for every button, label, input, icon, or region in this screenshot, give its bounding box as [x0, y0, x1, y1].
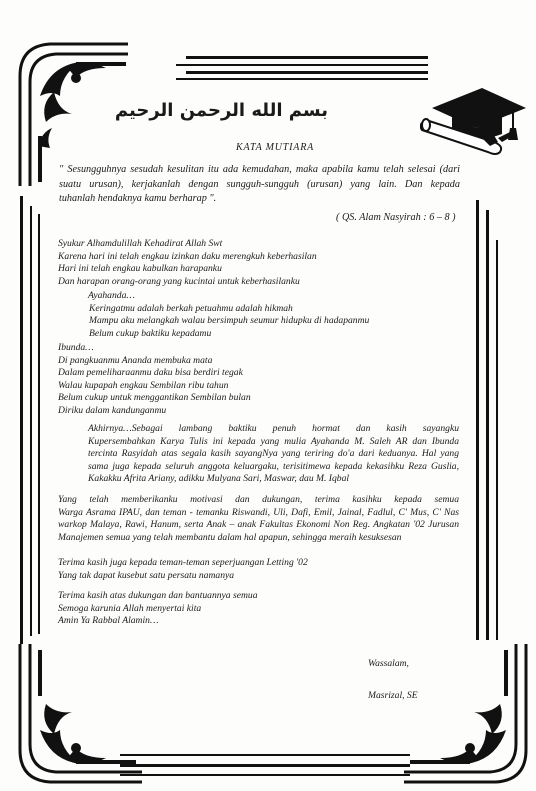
stanza-line: Belum cukup untuk menggantikan Sembilan bulan — [58, 392, 251, 404]
paragraph-line: Yang tak dapat kusebut satu persatu namanya — [58, 569, 235, 581]
page-title: KATA MUTIARA — [236, 142, 315, 153]
stanza-line: Dalam pemeliharaanmu daku bisa berdiri tegak — [58, 367, 243, 379]
stanza-ibunda — [58, 342, 251, 418]
stanza-line: Belum cukup baktiku kepadamu — [89, 327, 212, 339]
paragraph-line: Terima kasih juga kepada teman-teman seperjuangan Letting '02 — [58, 557, 308, 568]
top-rule-2 — [176, 64, 428, 66]
stanza-ayahanda — [88, 290, 369, 340]
support-paragraph — [58, 494, 459, 544]
quote-block — [59, 163, 460, 207]
stanza-line: Ayahanda… — [88, 290, 135, 301]
ornament-bottom-left-icon — [16, 640, 146, 790]
paragraph-line: Amin Ya Rabbal Alamin… — [58, 615, 159, 627]
paragraph-line: Warga Asrama IPAU, dan teman - temanku Riswandi, Uli, Dafi, Emil, Jainal, Fadlul, C' Mus, C' Nas — [58, 506, 459, 518]
paragraph-line: sama juga kepada seluruh anggota keluargaku, terisitimewa kepada kekasihku Reza Guslia, — [88, 460, 459, 472]
quote-source: ( QS. Alam Nasyirah : 6 – 8 ) — [336, 212, 456, 223]
quote-line: " Sesungguhnya sesudah kesulitan itu ada kemudahan, maka apabila kamu telah selesai (dari — [59, 164, 460, 175]
paragraph-line: Akhirnya…Sebagai lambang baktiku penuh hormat dan kasih sayangku — [88, 423, 459, 434]
paragraph-line: tercinta Rasyidah atas segala kasih sayangNya yang teriring do'a dari keduanya. Hal yang — [88, 448, 459, 460]
signoff-greeting: Wassalam, — [368, 658, 409, 669]
paragraph-line: Semoga karunia Allah menyertai kita — [58, 602, 202, 614]
bismillah-calligraphy: بسم الله الرحمن الرحيم — [114, 100, 328, 121]
left-rule-2 — [30, 206, 32, 636]
stanza-line: Di pangkuanmu Ananda membuka mata — [58, 354, 213, 366]
right-rule-3 — [496, 240, 498, 640]
paragraph-line: warkop Malaya, Rawi, Hanum, serta Anak – anak Fakultas Ekonomi Non Reg. Angkatan '02 Jurusan — [58, 519, 459, 531]
top-rule-4 — [176, 78, 428, 80]
left-rule-1 — [20, 196, 23, 644]
diploma-scroll-icon — [420, 108, 520, 158]
right-rule-1 — [476, 200, 479, 640]
stanza-line: Mampu aku melangkah walau bersimpuh seumur hidupku di hadapanmu — [89, 315, 370, 327]
bottom-rule-2 — [120, 764, 410, 767]
quote-line: tuhanlah hendaknya kamu berharap ". — [59, 193, 217, 205]
paragraph-line: Yang telah memberikanku motivasi dan dukungan, terima kasihku kepada semua — [58, 494, 459, 505]
quote-line: suatu urusan), kerjakanlah dengan sungguh-sungguh (urusan) yang lain. Dan kepada — [59, 178, 460, 190]
bottom-rule-3 — [120, 774, 410, 776]
paragraph-line: Manajemen semua yang telah membantu dalam hal apapun, sehingga meraih kesuksesan — [58, 531, 402, 543]
paragraph-line: Kakakku Afrita Ariany, adikku Mulyana Sari, Maswar, dau M. Iqbal — [88, 473, 350, 485]
dedication-paragraph — [88, 423, 459, 486]
stanza-line: Ibunda… — [58, 342, 94, 353]
stanza-gratitude — [58, 238, 317, 288]
stanza-line: Keringatmu adalah berkah petuahmu adalah hikmah — [89, 302, 293, 314]
top-rule-1 — [186, 56, 428, 59]
stanza-line: Hari ini telah engkau kabulkan harapanku — [58, 263, 222, 275]
right-rule-2 — [486, 210, 489, 640]
paragraph-line: Kupersembahkan Karya Tulis ini kepada yang mulia Ayahanda M. Saleh AR dan Ibunda — [88, 435, 459, 447]
top-rule-3 — [186, 71, 428, 74]
stanza-line: Dan harapan orang-orang yang kucintai untuk keberhasilanku — [58, 275, 300, 287]
left-rule-3 — [38, 214, 40, 634]
ornament-bottom-right-icon — [400, 640, 530, 790]
thanks-closing — [58, 590, 258, 628]
stanza-line: Karena hari ini telah engkau izinkan daku merengkuh keberhasilan — [58, 250, 317, 262]
bottom-rule-1 — [120, 754, 410, 756]
stanza-line: Syukur Alhamdulillah Kehadirat Allah Swt — [58, 238, 223, 249]
thanks-friends — [58, 557, 308, 582]
paragraph-line: Terima kasih atas dukungan dan bantuannya semua — [58, 590, 258, 601]
stanza-line: Walau kupapah engkau Sembilan ribu tahun — [58, 379, 229, 391]
stanza-line: Diriku dalam kandunganmu — [58, 404, 167, 416]
signoff-name: Masrizal, SE — [368, 690, 418, 701]
